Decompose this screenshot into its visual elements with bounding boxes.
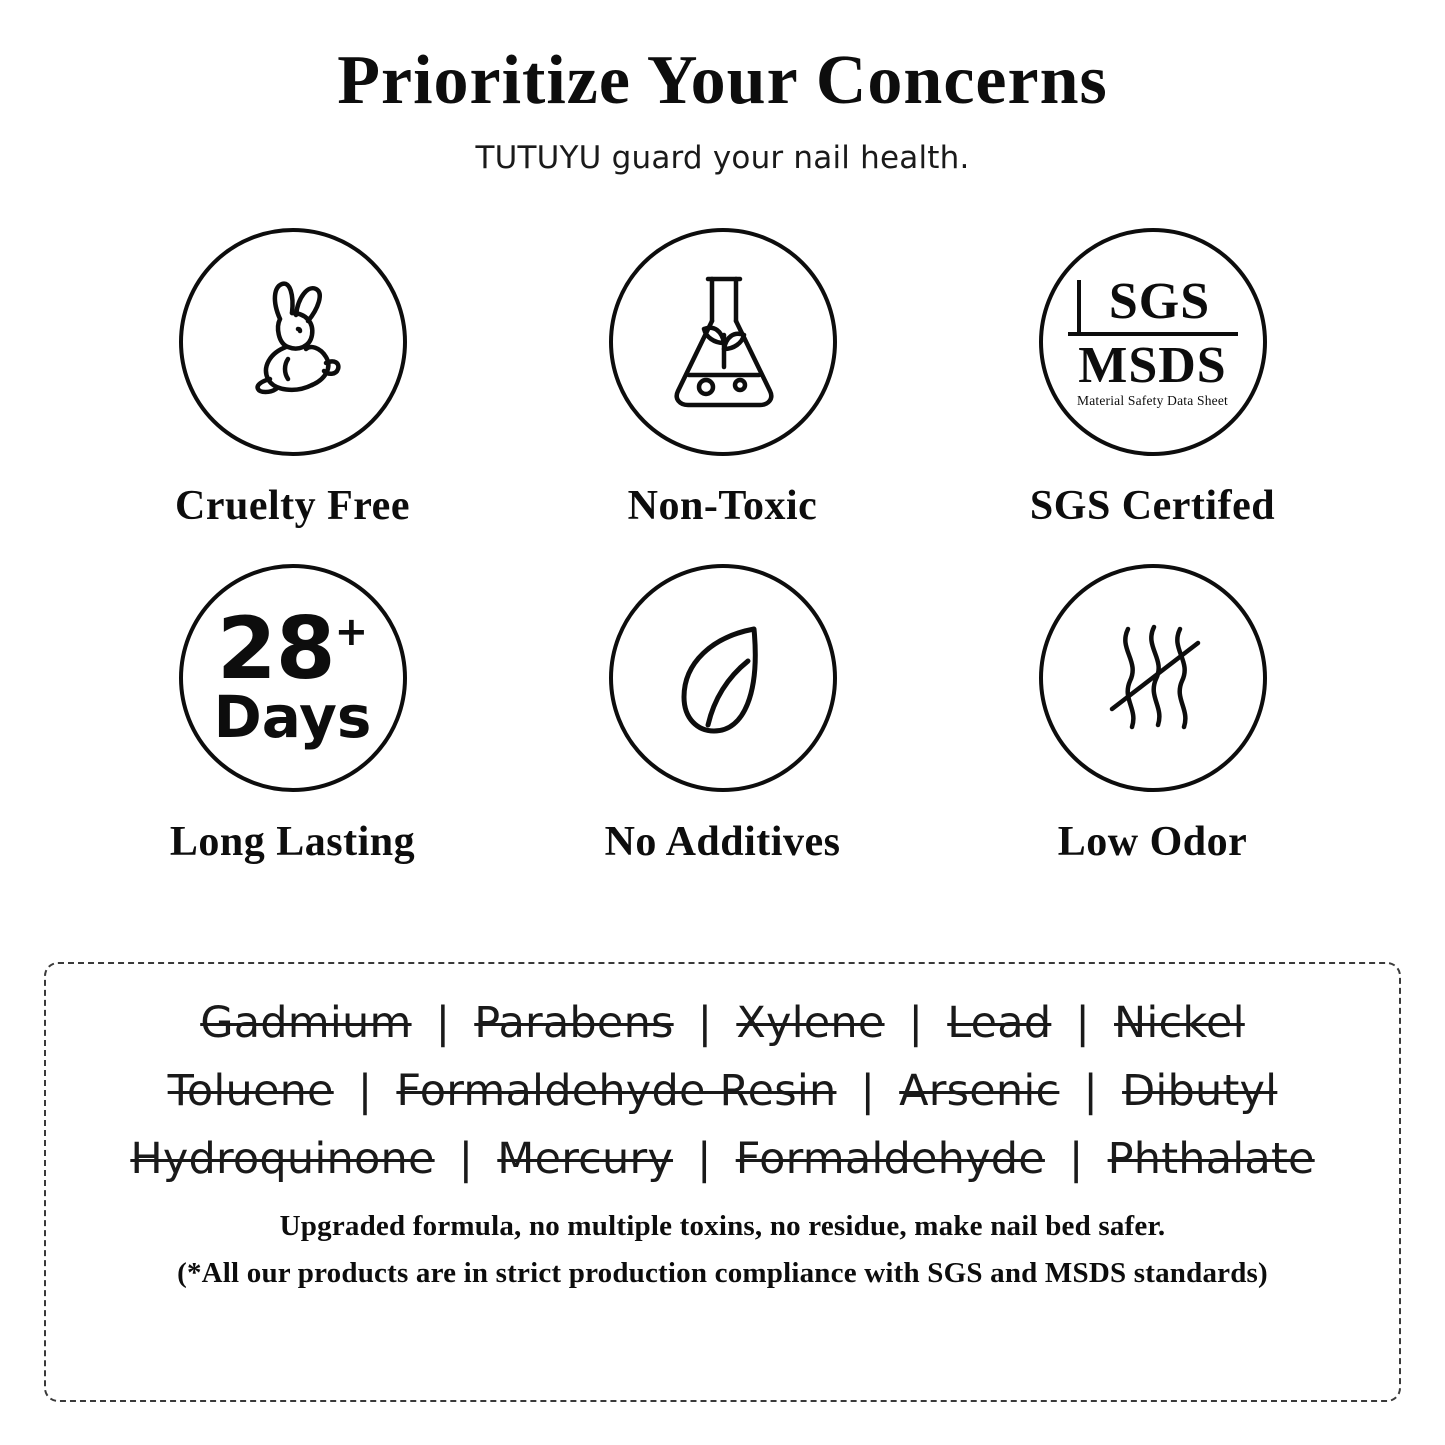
chemical-row: [74, 1134, 1371, 1184]
chemical-item: Toluene: [167, 1066, 334, 1116]
separator: |: [697, 1134, 712, 1184]
flask-plant-icon: [648, 263, 798, 421]
chemical-item: Parabens: [474, 998, 674, 1048]
feature-cruelty-free: [78, 228, 508, 530]
badge-circle: [179, 228, 407, 456]
badge-circle: [179, 564, 407, 792]
sgs-text: SGS: [1108, 272, 1211, 330]
feature-sgs-certified: [938, 228, 1368, 530]
chemical-row: [74, 1066, 1371, 1116]
chemical-item: Dibutyl: [1122, 1066, 1278, 1116]
feature-grid: [78, 228, 1368, 866]
chemical-item: Arsenic: [899, 1066, 1060, 1116]
badge-circle: [1039, 564, 1267, 792]
separator: |: [1083, 1066, 1099, 1116]
separator: |: [1068, 1134, 1084, 1184]
msds-text: MSDS: [1078, 336, 1227, 394]
feature-label: Low Odor: [1057, 818, 1248, 865]
feature-label: Non-Toxic: [627, 482, 818, 529]
chemical-item: Formaldehyde Resin: [396, 1066, 837, 1116]
free-from-panel: [44, 962, 1401, 1402]
header: [0, 0, 1445, 176]
msds-subtitle: Material Safety Data Sheet: [1076, 392, 1229, 408]
chemical-item: Lead: [947, 998, 1052, 1048]
feature-non-toxic: [508, 228, 938, 530]
separator: |: [357, 1066, 373, 1116]
feature-label: SGS Certifed: [1029, 482, 1276, 529]
days-number: 28: [216, 599, 335, 700]
chemical-item: Hydroquinone: [130, 1134, 435, 1184]
badge-circle: [609, 228, 837, 456]
separator: |: [908, 998, 924, 1048]
page-title: Prioritize Your Concerns: [337, 42, 1108, 119]
leaf-icon: [648, 603, 798, 753]
separator: |: [1075, 998, 1091, 1048]
badge-circle: [1039, 228, 1267, 456]
days-word: Days: [213, 683, 372, 752]
panel-notes: [74, 1210, 1371, 1290]
chemical-rows: [74, 998, 1371, 1184]
feature-long-lasting: [78, 564, 508, 866]
feature-label: Long Lasting: [169, 818, 416, 865]
chemical-item: Mercury: [497, 1134, 674, 1184]
chemical-item: Nickel: [1114, 998, 1245, 1048]
chemical-item: Gadmium: [200, 998, 412, 1048]
no-odor-icon: [1078, 603, 1228, 753]
feature-no-additives: [508, 564, 938, 866]
divider: [1068, 332, 1238, 336]
chemical-item: Phthalate: [1107, 1134, 1315, 1184]
sgs-tick-mark: [1077, 280, 1081, 336]
rabbit-icon: [218, 267, 368, 417]
feature-label: No Additives: [604, 818, 841, 865]
separator: |: [860, 1066, 876, 1116]
sgs-msds-icon: [1068, 272, 1238, 408]
days-plus: +: [334, 609, 369, 656]
28-days-icon: [213, 599, 372, 752]
separator: |: [458, 1134, 474, 1184]
chemical-item: Formaldehyde: [735, 1134, 1045, 1184]
chemical-row: [74, 998, 1371, 1048]
badge-circle: [609, 564, 837, 792]
feature-label: Cruelty Free: [175, 482, 410, 529]
separator: |: [697, 998, 713, 1048]
formula-note: Upgraded formula, no multiple toxins, no residue, make nail bed safer.: [279, 1210, 1166, 1242]
feature-low-odor: [938, 564, 1368, 866]
separator: |: [435, 998, 451, 1048]
compliance-note: (*All our products are in strict production compliance with SGS and MSDS standards): [177, 1257, 1268, 1289]
page-subtitle: TUTUYU guard your nail health.: [475, 139, 970, 176]
chemical-item: Xylene: [736, 998, 885, 1048]
